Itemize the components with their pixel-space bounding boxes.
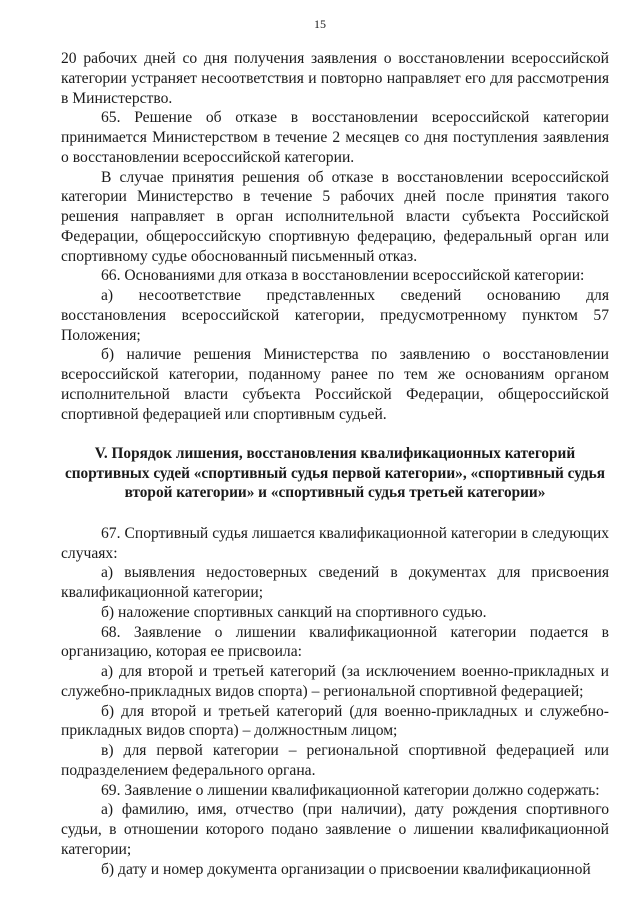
paragraph: В случае принятия решения об отказе в восстановлении всероссийской категории Министерство в течение 5 рабочих дней после принятия такого решения направляет в орган исполнительной власти субъекта Российской Федерации, общероссийскую спортивную федерацию, федеральный орган или спортивному судье обоснованный письменный отказ. xyxy=(61,168,609,265)
paragraph: б) наличие решения Министерства по заявлению о восстановлении всероссийской категории, поданному ранее по тем же основаниям органом исполнительной власти субъекта Российской Федерации, общероссийской спортивной федерацией или спортивным судьей. xyxy=(61,346,609,423)
section-heading-line-1: V. Порядок лишения, восстановления квалификационных категорий xyxy=(94,445,576,463)
paragraph: б) наложение спортивных санкций на спортивного судью. xyxy=(101,603,487,621)
paragraphs-after-section xyxy=(61,524,609,880)
paragraph: а) несоответствие представленных сведений основанию для восстановления всероссийской категории, предусмотренному пунктом 57 Положения; xyxy=(61,287,609,344)
paragraph: б) для второй и третьей категорий (для военно-прикладных и служебно-прикладных видов спорта) – должностным лицом; xyxy=(61,702,609,740)
paragraph: 67. Спортивный судья лишается квалификационной категории в следующих случаях: xyxy=(61,524,609,562)
paragraph: 66. Основаниями для отказа в восстановлении всероссийской категории: xyxy=(101,267,585,285)
paragraph: а) выявления недостоверных сведений в документах для присвоения квалификационной категории; xyxy=(61,564,609,601)
paragraph: а) для второй и третьей категорий (за исключением военно-прикладных и служебно-прикладных видов спорта) – региональной спортивной федерацией; xyxy=(61,663,609,700)
page-number: 15 xyxy=(314,17,326,31)
section-heading-line-3: второй категории» и «спортивный судья третьей категории» xyxy=(124,484,546,502)
paragraphs-before-section xyxy=(61,49,609,424)
document-body xyxy=(61,49,609,879)
paragraph: б) дату и номер документа организации о присвоении квалификационной xyxy=(101,860,591,878)
section-heading-line-2: спортивных судей «спортивный судья первой категории», «спортивный судья xyxy=(64,464,606,482)
paragraph: 69. Заявление о лишении квалификационной категории должно содержать: xyxy=(101,781,600,799)
paragraph: 68. Заявление о лишении квалификационной категории подается в организацию, которая ее присвоила: xyxy=(61,623,609,661)
paragraph: 65. Решение об отказе в восстановлении всероссийской категории принимается Министерством в течение 2 месяцев со дня поступления заявления о восстановлении всероссийской категории. xyxy=(61,109,609,166)
paragraph: а) фамилию, имя, отчество (при наличии), дату рождения спортивного судьи, в отношении которого подано заявление о лишении квалификационной категории; xyxy=(61,801,609,858)
paragraph: в) для первой категории – региональной спортивной федерацией или подразделением федерального органа. xyxy=(61,742,609,779)
paragraph: 20 рабочих дней со дня получения заявления о восстановлении всероссийской категории устраняет несоответствия и повторно направляет его для рассмотрения в Министерство. xyxy=(61,50,609,107)
section-heading xyxy=(61,444,609,503)
